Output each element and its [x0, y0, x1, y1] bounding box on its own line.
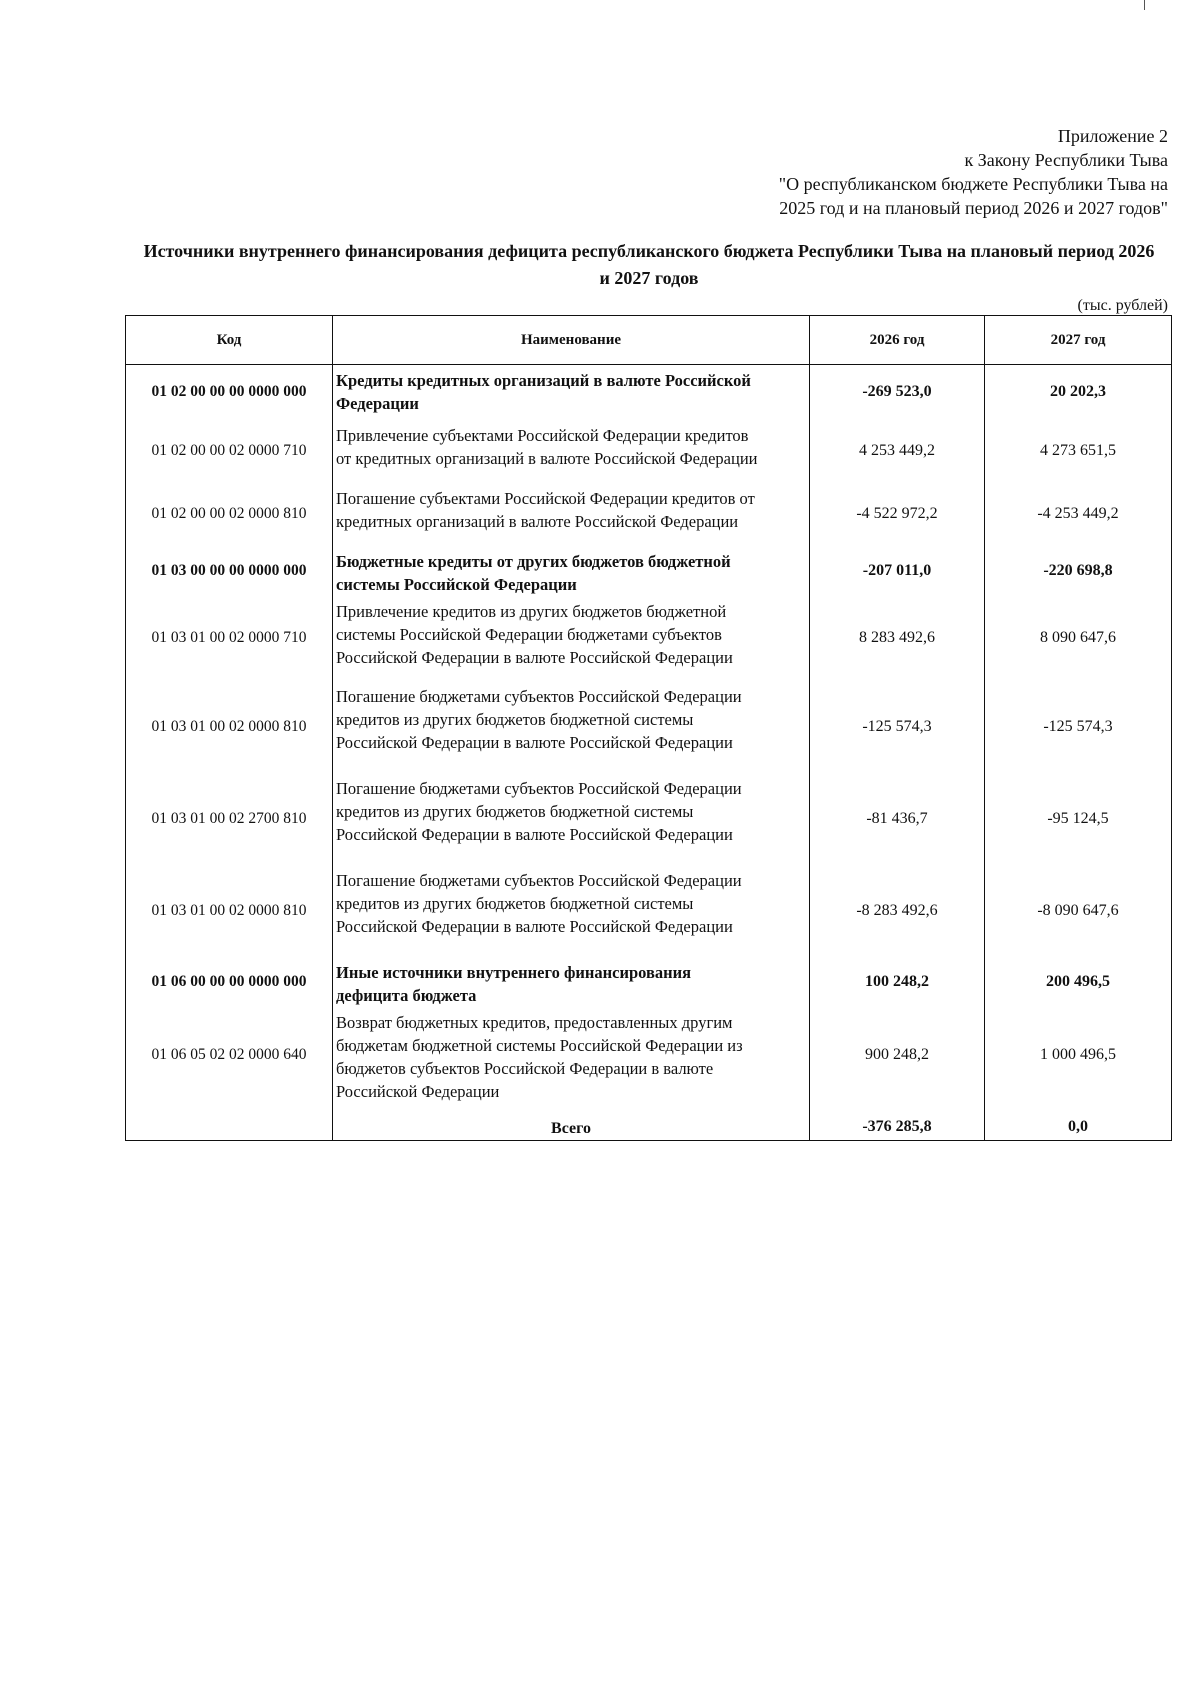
- edge-mark: [1144, 0, 1145, 10]
- name-line: Погашение бюджетами субъектов Российской Федерации: [336, 778, 742, 798]
- name-line: кредитных организаций в валюте Российской Федерации: [336, 511, 739, 531]
- name-line: Российской Федерации в валюте Российской Федерации: [336, 824, 733, 844]
- name-line: Иные источники внутреннего финансирования: [336, 962, 692, 982]
- cell-name: [333, 681, 810, 773]
- name-line: Кредиты кредитных организаций в валюте Российской: [336, 371, 751, 390]
- total-2027: 0,0: [985, 1103, 1172, 1141]
- name-line: Возврат бюджетных кредитов, предоставленных другим: [336, 1012, 733, 1032]
- name-line: от кредитных организаций в валюте Российской Федерации: [336, 448, 758, 468]
- cell-2026: -81 436,7: [810, 773, 985, 865]
- cell-code: 01 03 01 00 02 0000 710: [126, 596, 333, 681]
- financing-sources-table: [125, 315, 1172, 1141]
- table-row: [126, 483, 1172, 546]
- cell-2026: -4 522 972,2: [810, 483, 985, 546]
- cell-name: [333, 1007, 810, 1103]
- table-row: [126, 957, 1172, 1007]
- appendix-line: к Закону Республики Тыва: [964, 150, 1168, 170]
- cell-2026: 900 248,2: [810, 1007, 985, 1103]
- table-row: [126, 420, 1172, 483]
- title-line-1: Источники внутреннего финансирования дефицита республиканского бюджета Республики Тыва на плановый период 2026: [143, 241, 1155, 261]
- header-name: Наименование: [333, 316, 810, 365]
- name-line: дефицита бюджета: [336, 985, 477, 1005]
- cell-2026: -269 523,0: [810, 365, 985, 420]
- cell-code: 01 03 01 00 02 2700 810: [126, 773, 333, 865]
- table-body: [126, 365, 1172, 1141]
- name-line: Российской Федерации в валюте Российской Федерации: [336, 916, 733, 936]
- table-header-row: [126, 316, 1172, 365]
- name-line: Погашение бюджетами субъектов Российской Федерации: [336, 870, 742, 890]
- cell-code: 01 06 00 00 00 0000 000: [126, 957, 333, 1007]
- cell-2027: -8 090 647,6: [985, 865, 1172, 957]
- cell-name: [333, 546, 810, 596]
- name-line: кредитов из других бюджетов бюджетной системы: [336, 801, 694, 821]
- name-line: кредитов из других бюджетов бюджетной системы: [336, 893, 694, 913]
- table-row: [126, 546, 1172, 596]
- name-line: системы Российской Федерации: [336, 574, 577, 594]
- cell-2027: -125 574,3: [985, 681, 1172, 773]
- cell-code: 01 03 01 00 02 0000 810: [126, 865, 333, 957]
- appendix-reference: [779, 124, 1168, 220]
- cell-name: [333, 865, 810, 957]
- total-2026: -376 285,8: [810, 1103, 985, 1141]
- cell-2026: 100 248,2: [810, 957, 985, 1007]
- cell-name: [333, 483, 810, 546]
- table-row: [126, 365, 1172, 420]
- name-line: Погашение субъектами Российской Федерации кредитов от: [336, 488, 755, 508]
- cell-2027: 1 000 496,5: [985, 1007, 1172, 1103]
- table-row: [126, 865, 1172, 957]
- cell-2026: -207 011,0: [810, 546, 985, 596]
- appendix-line: "О республиканском бюджете Республики Тыва на: [778, 174, 1168, 194]
- table-row: [126, 596, 1172, 681]
- cell-2027: -95 124,5: [985, 773, 1172, 865]
- cell-name: [333, 420, 810, 483]
- name-line: Погашение бюджетами субъектов Российской Федерации: [336, 686, 742, 706]
- total-label: Всего: [333, 1103, 810, 1141]
- cell-name: [333, 365, 810, 420]
- cell-2026: -8 283 492,6: [810, 865, 985, 957]
- name-line: бюджетов субъектов Российской Федерации в валюте: [336, 1058, 714, 1078]
- cell-code: 01 02 00 00 02 0000 810: [126, 483, 333, 546]
- cell-code: 01 06 05 02 02 0000 640: [126, 1007, 333, 1103]
- header-2027: 2027 год: [985, 316, 1172, 365]
- name-line: Привлечение кредитов из других бюджетов бюджетной: [336, 601, 727, 621]
- name-line: системы Российской Федерации бюджетами субъектов: [336, 624, 722, 644]
- cell-name: [333, 773, 810, 865]
- cell-code-empty: [126, 1103, 333, 1141]
- name-line: Российской Федерации: [336, 1081, 500, 1101]
- cell-name: [333, 957, 810, 1007]
- cell-2026: -125 574,3: [810, 681, 985, 773]
- cell-code: 01 03 01 00 02 0000 810: [126, 681, 333, 773]
- cell-2027: 20 202,3: [985, 365, 1172, 420]
- name-line: Привлечение субъектами Российской Федерации кредитов: [336, 425, 749, 445]
- cell-name: [333, 596, 810, 681]
- cell-2026: 8 283 492,6: [810, 596, 985, 681]
- cell-2027: -220 698,8: [985, 546, 1172, 596]
- name-line: Российской Федерации в валюте Российской Федерации: [336, 647, 733, 667]
- total-row: [126, 1103, 1172, 1141]
- name-line: бюджетам бюджетной системы Российской Федерации из: [336, 1035, 743, 1055]
- name-line: Российской Федерации в валюте Российской Федерации: [336, 732, 733, 752]
- cell-code: 01 02 00 00 02 0000 710: [126, 420, 333, 483]
- name-line: кредитов из других бюджетов бюджетной системы: [336, 709, 694, 729]
- cell-code: 01 03 00 00 00 0000 000: [126, 546, 333, 596]
- cell-2027: -4 253 449,2: [985, 483, 1172, 546]
- cell-code: 01 02 00 00 00 0000 000: [126, 365, 333, 420]
- units-label: (тыс. рублей): [1077, 297, 1168, 314]
- appendix-line: 2025 год и на плановый период 2026 и 2027 годов": [779, 198, 1168, 218]
- cell-2026: 4 253 449,2: [810, 420, 985, 483]
- cell-2027: 200 496,5: [985, 957, 1172, 1007]
- header-2026: 2026 год: [810, 316, 985, 365]
- cell-2027: 4 273 651,5: [985, 420, 1172, 483]
- table-row: [126, 1007, 1172, 1103]
- document-title: [126, 238, 1172, 292]
- name-line: Федерации: [336, 394, 419, 413]
- cell-2027: 8 090 647,6: [985, 596, 1172, 681]
- table-row: [126, 773, 1172, 865]
- appendix-line: Приложение 2: [1057, 126, 1168, 146]
- table-row: [126, 681, 1172, 773]
- header-code: Код: [126, 316, 333, 365]
- name-line: Бюджетные кредиты от других бюджетов бюджетной: [336, 551, 731, 571]
- title-line-2: и 2027 годов: [599, 268, 699, 288]
